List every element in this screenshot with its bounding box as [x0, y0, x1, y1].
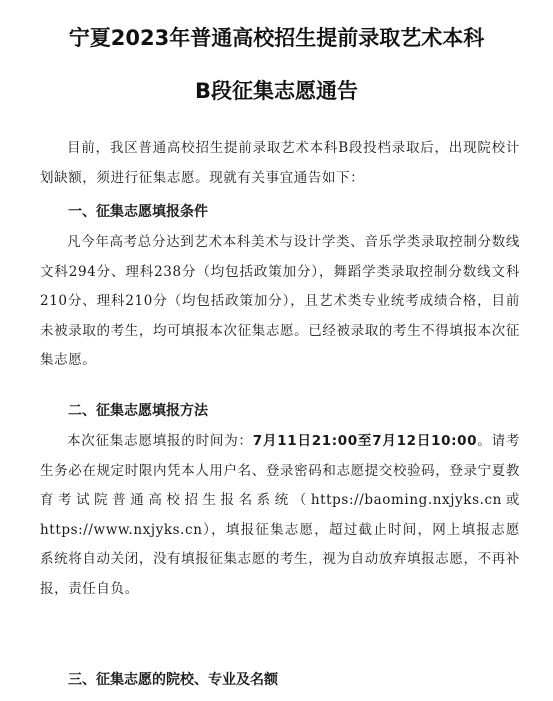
intro-paragraph	[40, 134, 520, 193]
title-line-2: B段征集志愿通告	[194, 79, 358, 103]
section-1-paragraph	[40, 228, 520, 376]
intro-text: 目前，我区普通高校招生提前录取艺术本科B段投档录取后，出现院校计划缺额，须进行征集志愿。现就有关事宜通告如下：	[40, 140, 520, 186]
section-1-heading: 一、征集志愿填报条件	[68, 204, 208, 220]
section-2-prefix: 本次征集志愿填报的时间为：	[67, 433, 253, 449]
deadline-time-range: 7月11日21:00至7月12日10:00	[252, 433, 478, 449]
section-2-text	[40, 427, 520, 604]
section-2-heading: 二、征集志愿填报方法	[68, 403, 208, 419]
section-3-heading: 三、征集志愿的院校、专业及名额	[68, 672, 278, 688]
section-2-paragraph	[40, 427, 520, 604]
section-1-text: 凡今年高考总分达到艺术本科美术与设计学类、音乐学类录取控制分数线文科294分、理科238分（均包括政策加分），舞蹈学类录取控制分数线文科210分、理科210分（均包括政策加分），且艺术类专业统考成绩合格，目前未被录取的考生，均可填报本次征集志愿。已经被录取的考生不得填报本次征集志愿。	[40, 234, 520, 368]
section-2-suffix: 。请考生务必在规定时限内凭本人用户名、登录密码和志愿提交校验码，登录宁夏教育考试院普通高校招生报名系统（https://baoming.nxjyks.cn或https://www.nxjyks.cn），填报征集志愿，超过截止时间，网上填报志愿系统将自动关闭，没有填报征集志愿的考生，视为自动放弃填报志愿，不再补报，责任自负。	[40, 433, 520, 597]
title-line-1: 宁夏2023年普通高校招生提前录取艺术本科	[68, 26, 485, 50]
